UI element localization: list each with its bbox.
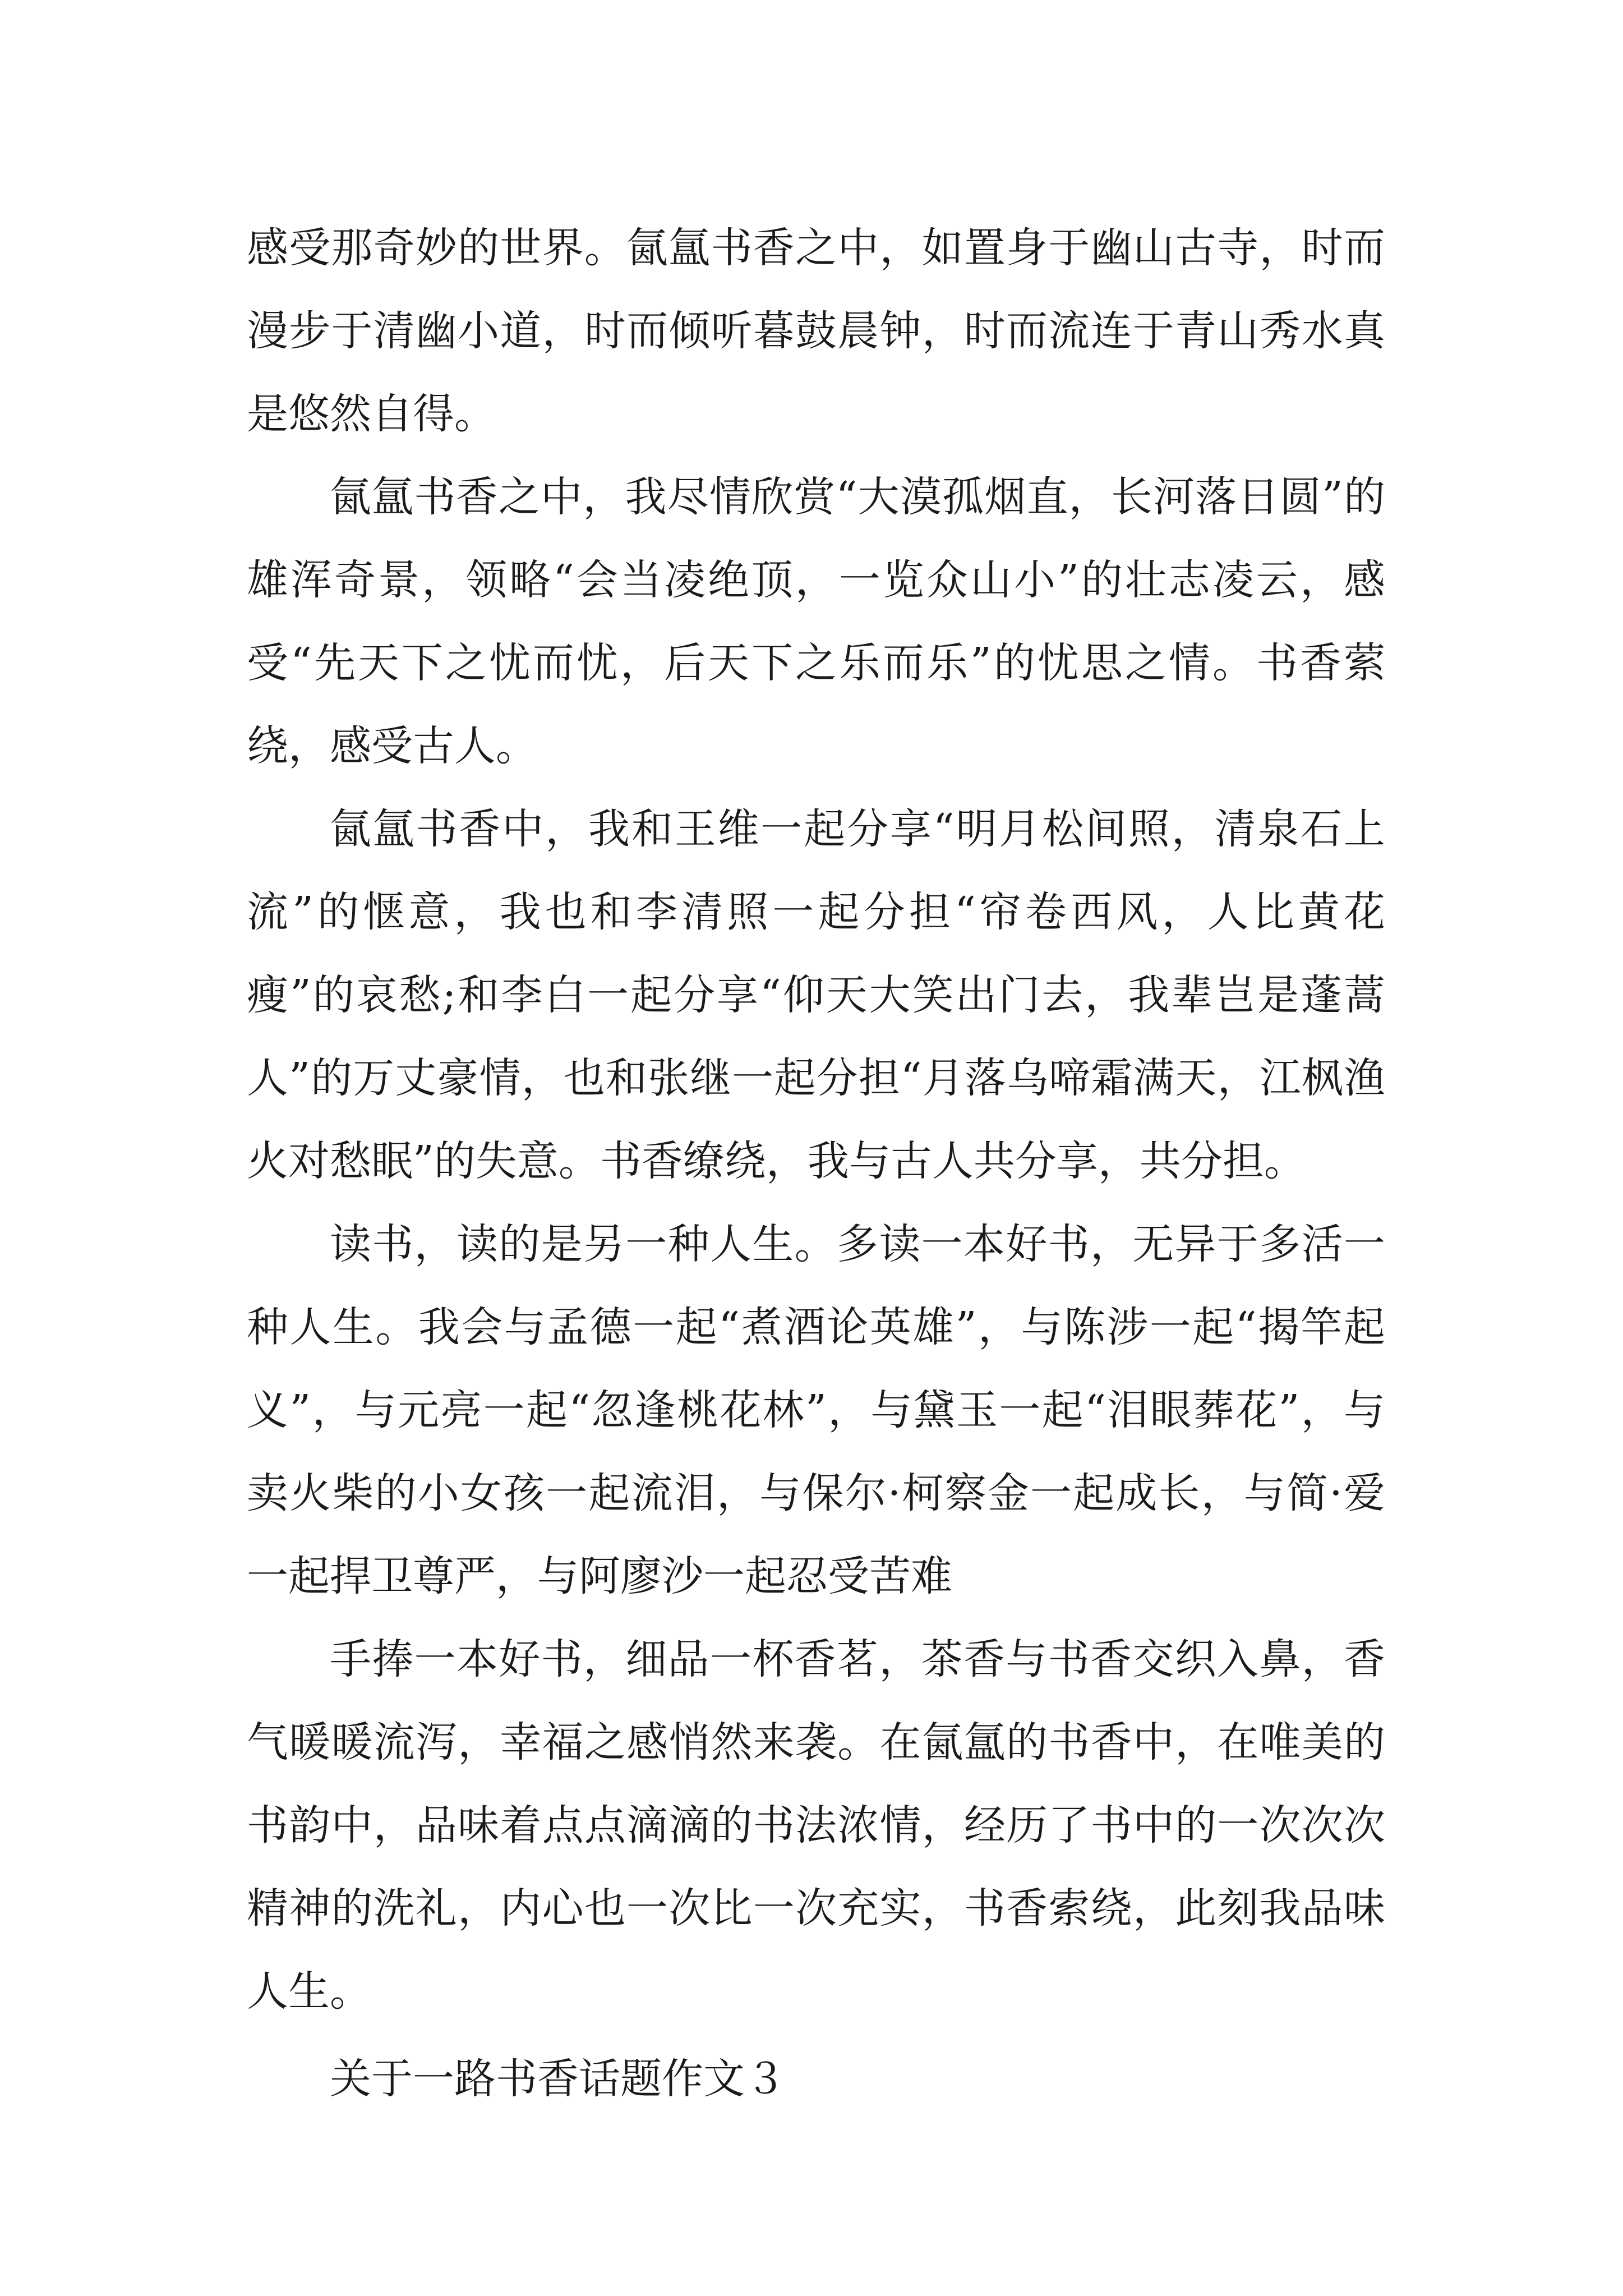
- section-heading: 关于一路书香话题作文３: [330, 2055, 786, 2103]
- paragraph-5: 手捧一本好书，细品一杯香茗，茶香与书香交织入鼻，香气暖暖流泻，幸福之感悄然来袭。在氤氲的书香中，在唯美的书韵中，品味着点点滴滴的书法浓情，经历了书中的一次次次精神的洗礼，内心也一次比一次充实，书香索绕，此刻我品味人生。: [247, 1635, 1385, 2016]
- paragraph-4: 读书，读的是另一种人生。多读一本好书，无异于多活一种人生。我会与孟德一起“煮酒论英雄”，与陈涉一起“揭竿起义”，与元亮一起“忽逢桃花林”，与黛玉一起“泪眼葬花”，与卖火柴的小女孩一起流泪，与保尔·柯察金一起成长，与简·爱一起捍卫尊严，与阿廖沙一起忍受苦难: [247, 1220, 1385, 1600]
- document-body: [247, 206, 1385, 2120]
- paragraph-3: 氤氲书香中，我和王维一起分享“明月松间照，清泉石上流”的惬意，我也和李清照一起分担“帘卷西风，人比黄花瘦”的哀愁;和李白一起分享“仰天大笑出门去，我辈岂是蓬蒿人”的万丈豪情，也和张继一起分担“月落乌啼霜满天，江枫渔火对愁眠”的失意。书香缭绕，我与古人共分享，共分担。: [247, 805, 1385, 1185]
- paragraph-2: 氤氲书香之中，我尽情欣赏“大漠孤烟直，长河落日圆”的雄浑奇景，领略“会当凌绝顶，一览众山小”的壮志凌云，感受“先天下之忧而忧，后天下之乐而乐”的忧思之情。书香萦绕，感受古人。: [247, 473, 1385, 770]
- paragraph-1: 感受那奇妙的世界。氤氲书香之中，如置身于幽山古寺，时而漫步于清幽小道，时而倾听暮鼓晨钟，时而流连于青山秀水真是悠然自得。: [247, 224, 1385, 438]
